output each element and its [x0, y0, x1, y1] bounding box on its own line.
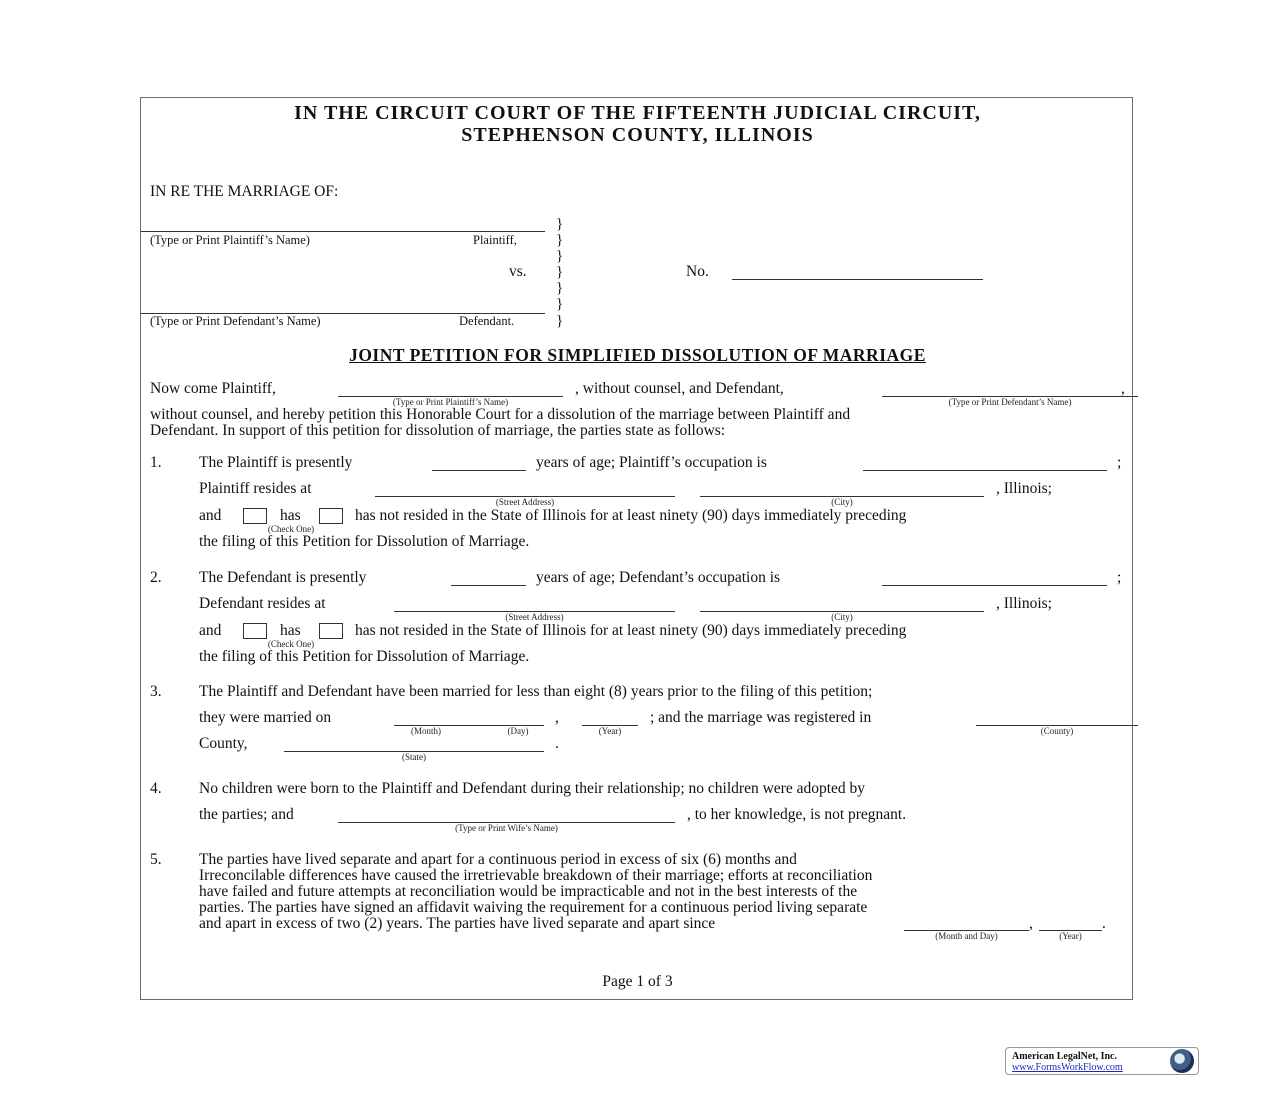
marriage-day-caption: (Day)	[507, 726, 529, 736]
plaintiff-role: Plaintiff,	[473, 233, 517, 247]
item2-illinois: , Illinois;	[996, 595, 1052, 612]
item5-number: 5.	[150, 851, 162, 868]
intro-comma: ,	[1121, 380, 1125, 397]
item5-line: have failed and future attempts at reconciliation would be impracticable and not in the best interests of the	[199, 883, 858, 900]
item2-number: 2.	[150, 569, 162, 586]
item2-and: and	[199, 622, 222, 639]
item5-line: Irreconcilable differences have caused the irretrievable breakdown of their marriage; efforts at reconciliation	[199, 867, 873, 884]
item1-age-suffix: years of age; Plaintiff’s occupation is	[536, 454, 767, 471]
item3-married-on: they were married on	[199, 709, 332, 726]
item3-registered: ; and the marriage was registered in	[650, 709, 872, 726]
item2-check-one-caption: (Check One)	[267, 639, 315, 649]
plaintiff-name-caption: (Type or Print Plaintiff’s Name)	[150, 233, 310, 247]
item5-comma: ,	[1029, 915, 1033, 932]
intro-now-come: Now come Plaintiff,	[150, 380, 276, 397]
caption-brace: }	[556, 248, 564, 264]
intro-plaintiff-caption: (Type or Print Plaintiff’s Name)	[392, 397, 509, 407]
intro-line2: without counsel, and hereby petition this Honorable Court for a dissolution of the marriage between Plaintiff and	[150, 406, 851, 423]
item3-period: .	[555, 735, 559, 752]
item1-and: and	[199, 507, 222, 524]
defendant-name-caption: (Type or Print Defendant’s Name)	[150, 314, 321, 328]
defendant-city-caption: (City)	[831, 612, 853, 622]
case-number-label: No.	[686, 263, 709, 280]
intro-defendant-caption: (Type or Print Defendant’s Name)	[948, 397, 1072, 407]
item3-county-label: County,	[199, 735, 248, 752]
page-number: Page 1 of 3	[602, 973, 673, 990]
item2-age-suffix: years of age; Defendant’s occupation is	[536, 569, 781, 586]
item1-has: has	[280, 507, 301, 524]
item5-line: The parties have lived separate and apart for a continuous period in excess of six (6) months and	[199, 851, 797, 868]
caption-brace: }	[556, 216, 564, 232]
defendant-occupation-field[interactable]	[882, 585, 1107, 586]
form-page	[140, 97, 1133, 1000]
plaintiff-has-not-checkbox[interactable]	[319, 508, 343, 524]
in-re-label: IN RE THE MARRIAGE OF:	[150, 183, 339, 200]
petition-title: JOINT PETITION FOR SIMPLIFIED DISSOLUTION OF MARRIAGE	[349, 345, 926, 365]
item1-check-one-caption: (Check One)	[267, 524, 315, 534]
plaintiff-city-caption: (City)	[831, 497, 853, 507]
plaintiff-street-caption: (Street Address)	[495, 497, 555, 507]
item4-line1: No children were born to the Plaintiff and Defendant during their relationship; no children were adopted by	[199, 780, 866, 797]
defendant-has-not-checkbox[interactable]	[319, 623, 343, 639]
item5-line: and apart in excess of two (2) years. The parties have lived separate and apart since	[199, 915, 716, 932]
item1-resides-label: Plaintiff resides at	[199, 480, 312, 497]
marriage-state-caption: (State)	[402, 752, 426, 762]
item1-semicolon: ;	[1117, 454, 1122, 471]
vs-label: vs.	[509, 263, 527, 280]
item3-line1: The Plaintiff and Defendant have been married for less than eight (8) years prior to the filing of this petition;	[199, 683, 873, 700]
caption-brace: }	[556, 264, 564, 280]
caption-brace: }	[556, 232, 564, 248]
defendant-street-caption: (Street Address)	[505, 612, 564, 622]
american-legalnet-logo[interactable]	[1005, 1047, 1199, 1075]
item1-filing: the filing of this Petition for Dissolution of Marriage.	[199, 533, 530, 550]
case-number-field[interactable]	[732, 279, 983, 280]
intro-line3: Defendant. In support of this petition for dissolution of marriage, the parties state as follows:	[150, 422, 726, 439]
company-url-link[interactable]: www.FormsWorkFlow.com	[1012, 1062, 1123, 1073]
plaintiff-name-line[interactable]	[141, 231, 545, 232]
wife-name-caption: (Type or Print Wife’s Name)	[455, 823, 558, 833]
defendant-role: Defendant.	[459, 314, 515, 328]
item2-filing: the filing of this Petition for Dissolution of Marriage.	[199, 648, 530, 665]
item1-illinois: , Illinois;	[996, 480, 1052, 497]
separation-year-caption: (Year)	[1059, 931, 1082, 941]
caption-brace: }	[556, 296, 564, 312]
item2-age-prefix: The Defendant is presently	[199, 569, 367, 586]
item2-has-not-text: has not resided in the State of Illinois for at least ninety (90) days immediately preceding	[355, 622, 907, 639]
item4-parties-and: the parties; and	[199, 806, 294, 823]
marriage-county-caption: (County)	[1040, 726, 1074, 736]
plaintiff-has-checkbox[interactable]	[243, 508, 267, 524]
court-header-line2: STEPHENSON COUNTY, ILLINOIS	[461, 124, 814, 146]
item4-number: 4.	[150, 780, 162, 797]
court-header-line1: IN THE CIRCUIT COURT OF THE FIFTEENTH JUDICIAL CIRCUIT,	[294, 102, 981, 124]
marriage-year-caption: (Year)	[598, 726, 622, 736]
item2-has: has	[280, 622, 301, 639]
item2-resides-label: Defendant resides at	[199, 595, 326, 612]
marriage-month-caption: (Month)	[411, 726, 441, 736]
company-name: American LegalNet, Inc.	[1012, 1051, 1117, 1062]
item3-comma: ,	[555, 709, 559, 726]
defendant-has-checkbox[interactable]	[243, 623, 267, 639]
item2-semicolon: ;	[1117, 569, 1122, 586]
item1-has-not-text: has not resided in the State of Illinois for at least ninety (90) days immediately preceding	[355, 507, 907, 524]
plaintiff-occupation-field[interactable]	[863, 470, 1107, 471]
globe-icon	[1170, 1049, 1194, 1073]
item5-period: .	[1102, 915, 1106, 932]
caption-brace: }	[556, 280, 564, 296]
item5-line: parties. The parties have signed an affidavit waiving the requirement for a continuous period living separate	[199, 899, 868, 916]
item3-number: 3.	[150, 683, 162, 700]
separation-month-day-caption: (Month and Day)	[935, 931, 998, 941]
plaintiff-age-field[interactable]	[432, 470, 526, 471]
intro-without-counsel: , without counsel, and Defendant,	[575, 380, 784, 397]
caption-brace: }	[556, 313, 564, 329]
defendant-age-field[interactable]	[451, 585, 526, 586]
item1-age-prefix: The Plaintiff is presently	[199, 454, 353, 471]
item4-not-pregnant: , to her knowledge, is not pregnant.	[687, 806, 907, 823]
item1-number: 1.	[150, 454, 162, 471]
